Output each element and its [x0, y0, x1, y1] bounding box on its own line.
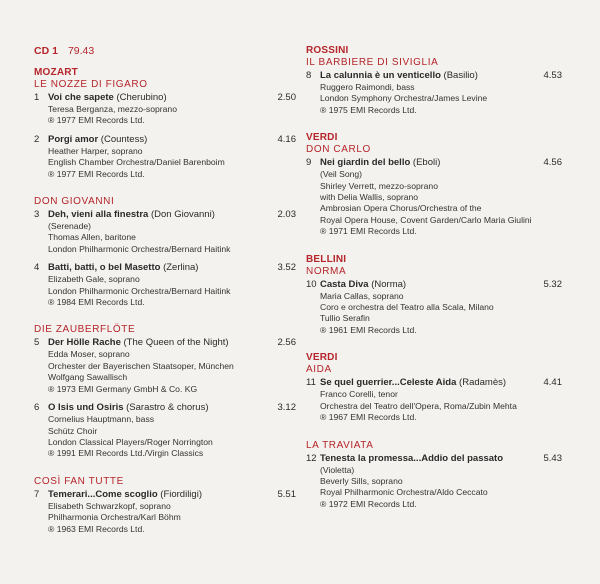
work-group: [306, 123, 562, 237]
work-title: DON GIOVANNI: [34, 196, 115, 208]
work-group: [34, 67, 296, 180]
track-title: [48, 134, 151, 146]
track-number: 2: [34, 133, 40, 145]
track-line: [48, 134, 296, 146]
track-number: 12: [306, 452, 317, 464]
track-duration: 2.56: [277, 337, 296, 349]
group-spacer: [34, 467, 296, 476]
track-line: [320, 453, 562, 465]
track-item: [306, 377, 562, 423]
track-title: [320, 377, 510, 389]
aria-name: Se quel guerrier...Celeste Aida: [320, 377, 457, 389]
track-body: [48, 489, 296, 535]
track-body: [48, 92, 296, 127]
track-item: [306, 70, 562, 116]
credit-line: English Chamber Orchestra/Daniel Barenboim: [48, 157, 225, 168]
credit-line: ® 1967 EMI Records Ltd.: [320, 412, 417, 423]
aria-name: Temerari...Come scoglio: [48, 488, 158, 500]
track-duration: 4.16: [277, 133, 296, 145]
role-name: (Sarastro & chorus): [126, 402, 209, 414]
track-title: [320, 453, 507, 465]
right-track-groups: [306, 45, 562, 510]
track-number: 8: [306, 70, 312, 81]
track-title: [48, 209, 219, 221]
track-line: [320, 377, 562, 389]
disc-header: [34, 45, 296, 57]
track-body: [48, 209, 296, 255]
track-duration: 3.52: [277, 262, 296, 274]
track-duration: 4.41: [543, 377, 562, 389]
track-number: 9: [306, 157, 312, 169]
composer-name: ROSSINI: [306, 45, 349, 56]
credit-line: London Symphony Orchestra/James Levine: [320, 93, 488, 104]
composer-name: MOZART: [34, 67, 78, 78]
group-spacer: [34, 187, 296, 196]
work-title: LE NOZZE DI FIGARO: [34, 79, 148, 90]
role-name: (Eboli): [412, 157, 441, 169]
left-track-groups: [34, 67, 296, 535]
track-line: [48, 262, 296, 274]
credit-line: Elizabeth Gale, soprano: [48, 274, 140, 285]
aria-name: Voi che sapete: [48, 92, 114, 103]
credit-line: London Philharmonic Orchestra/Bernard Haitink: [48, 285, 231, 296]
credit-line: Teresa Berganza, mezzo-soprano: [48, 104, 177, 114]
work-title: DIE ZAUBERFLÖTE: [34, 324, 136, 336]
credit-line: Ambrosian Opera Chorus/Orchestra of the: [320, 203, 482, 214]
track-item: [34, 92, 296, 127]
track-body: [320, 70, 562, 116]
work-title: IL BARBIERE DI SIVIGLIA: [306, 57, 439, 68]
credit-line: Philharmonia Orchestra/Karl Böhm: [48, 512, 181, 523]
role-name: (Zerlina): [163, 262, 199, 274]
track-body: [48, 337, 296, 395]
track-duration: 2.50: [277, 92, 296, 103]
track-number: 1: [34, 92, 40, 103]
track-line: [48, 92, 296, 104]
track-number: 6: [34, 402, 40, 414]
track-item: [34, 134, 296, 180]
right-column: [306, 45, 562, 517]
work-title: DON CARLO: [306, 144, 371, 156]
track-item: [306, 453, 562, 511]
track-item: [34, 489, 296, 535]
work-title: LA TRAVIATA: [306, 439, 374, 451]
role-name: (Don Giovanni): [150, 209, 215, 221]
track-line: [320, 70, 562, 82]
credit-line: Royal Opera House, Covent Garden/Carlo Maria Giulini: [320, 214, 532, 225]
track-number: 11: [306, 377, 316, 389]
work-title: NORMA: [306, 265, 347, 277]
credit-line: ® 1971 EMI Records Ltd.: [320, 226, 417, 237]
credit-line: Elisabeth Schwarzkopf, soprano: [48, 500, 171, 511]
work-group: [306, 245, 562, 337]
track-title: [48, 489, 206, 501]
credit-line: ® 1973 EMI Germany GmbH & Co. KG: [48, 383, 198, 394]
track-item: [34, 337, 296, 395]
track-line: [48, 489, 296, 501]
work-group: [34, 467, 296, 535]
composer-name: BELLINI: [306, 253, 347, 265]
group-spacer: [306, 431, 562, 440]
track-body: [48, 262, 296, 308]
track-number: 7: [34, 488, 40, 500]
track-duration: 5.43: [543, 452, 562, 464]
credit-line: ® 1961 EMI Records Ltd.: [320, 324, 417, 335]
track-title: [48, 262, 202, 274]
credit-line: Orchester der Bayerischen Staatsoper, München: [48, 360, 234, 371]
credit-line: ® 1984 EMI Records Ltd.: [48, 297, 145, 308]
track-duration: 5.32: [543, 278, 562, 290]
credit-line: Cornelius Hauptmann, bass: [48, 414, 155, 425]
track-body: [48, 402, 296, 460]
credit-line: ® 1975 EMI Records Ltd.: [320, 104, 417, 115]
credit-line: Franco Corelli, tenor: [320, 389, 398, 400]
credit-line: Maria Callas, soprano: [320, 290, 404, 301]
track-body: [320, 377, 562, 423]
credit-line: Edda Moser, soprano: [48, 349, 130, 360]
aria-name: Nei giardin del bello: [320, 157, 411, 169]
disc-duration: 79.43: [67, 45, 95, 57]
track-line: [48, 209, 296, 221]
credit-line: with Delia Wallis, soprano: [320, 192, 419, 203]
role-name: (Radamès): [459, 377, 507, 389]
track-title: [320, 279, 410, 291]
group-spacer: [306, 245, 562, 254]
credit-line: London Classical Players/Roger Norrington: [48, 436, 213, 447]
credit-line: (Violetta): [320, 464, 355, 475]
group-spacer: [306, 123, 562, 132]
track-title: [320, 70, 482, 82]
aria-name: Porgi amor: [48, 133, 99, 145]
track-number: 4: [34, 262, 40, 274]
role-name: (Basilio): [443, 70, 478, 81]
track-body: [320, 279, 562, 337]
role-name: (Cherubino): [116, 92, 167, 103]
work-group: [306, 45, 562, 116]
role-name: (The Queen of the Night): [123, 337, 229, 349]
credit-line: ® 1991 EMI Records Ltd./Virgin Classics: [48, 448, 204, 459]
track-duration: 4.53: [543, 70, 562, 81]
credit-line: ® 1972 EMI Records Ltd.: [320, 498, 417, 509]
credit-line: Coro e orchestra del Teatro alla Scala, Milano: [320, 302, 494, 313]
credit-line: Wolfgang Sawallisch: [48, 372, 128, 383]
track-line: [48, 337, 296, 349]
credit-line: ® 1977 EMI Records Ltd.: [48, 168, 145, 179]
credit-line: Royal Philharmonic Orchestra/Aldo Ceccato: [320, 487, 488, 498]
aria-name: Batti, batti, o bel Masetto: [48, 262, 161, 274]
track-title: [48, 92, 171, 104]
track-line: [48, 402, 296, 414]
group-spacer: [306, 343, 562, 352]
aria-name: Der Hölle Rache: [48, 337, 121, 349]
credit-line: Heather Harper, soprano: [48, 145, 143, 156]
track-item: [306, 279, 562, 337]
track-title: [320, 157, 444, 169]
track-item: [306, 157, 562, 237]
aria-name: La calunnia è un venticello: [320, 70, 441, 81]
work-group: [34, 315, 296, 459]
track-number: 10: [306, 278, 317, 290]
track-body: [320, 157, 562, 237]
credit-line: (Serenade): [48, 221, 91, 232]
track-item: [34, 402, 296, 460]
aria-name: Casta Diva: [320, 278, 369, 290]
aria-name: O Isis und Osiris: [48, 402, 124, 414]
role-name: (Countess): [100, 133, 148, 145]
credit-line: Shirley Verrett, mezzo-soprano: [320, 180, 438, 191]
credit-line: ® 1977 EMI Records Ltd.: [48, 115, 145, 126]
credit-line: Orchestra del Teatro dell'Opera, Roma/Zubin Mehta: [320, 400, 517, 411]
work-title: AIDA: [306, 364, 332, 376]
track-body: [48, 134, 296, 180]
credit-line: Ruggero Raimondi, bass: [320, 82, 415, 92]
credit-line: Beverly Sills, soprano: [320, 475, 403, 486]
work-group: [34, 187, 296, 308]
credit-line: London Philharmonic Orchestra/Bernard Haitink: [48, 243, 231, 254]
track-title: [48, 402, 213, 414]
disc-label: CD 1: [34, 45, 58, 57]
left-column: [34, 45, 296, 542]
credit-line: (Veil Song): [320, 169, 363, 180]
track-title: [48, 337, 233, 349]
track-line: [320, 157, 562, 169]
work-group: [306, 343, 562, 423]
track-body: [320, 453, 562, 511]
work-group: [306, 431, 562, 511]
credit-line: ® 1963 EMI Records Ltd.: [48, 523, 145, 534]
track-duration: 2.03: [277, 209, 296, 221]
role-name: (Fiordiligi): [160, 488, 202, 500]
track-duration: 4.56: [543, 157, 562, 169]
track-duration: 3.12: [277, 402, 296, 414]
track-number: 3: [34, 209, 40, 221]
track-number: 5: [34, 337, 40, 349]
work-title: COSÌ FAN TUTTE: [34, 475, 124, 487]
credit-line: Tullio Serafin: [320, 313, 370, 324]
track-item: [34, 262, 296, 308]
composer-name: VERDI: [306, 352, 338, 364]
role-name: (Norma): [371, 278, 407, 290]
credit-line: Schütz Choir: [48, 425, 98, 436]
track-line: [320, 279, 562, 291]
credit-line: Thomas Allen, baritone: [48, 232, 136, 243]
composer-name: VERDI: [306, 132, 338, 144]
aria-name: Tenesta la promessa...Addio del passato: [320, 452, 504, 464]
aria-name: Deh, vieni alla finestra: [48, 209, 149, 221]
track-duration: 5.51: [277, 488, 296, 500]
track-item: [34, 209, 296, 255]
